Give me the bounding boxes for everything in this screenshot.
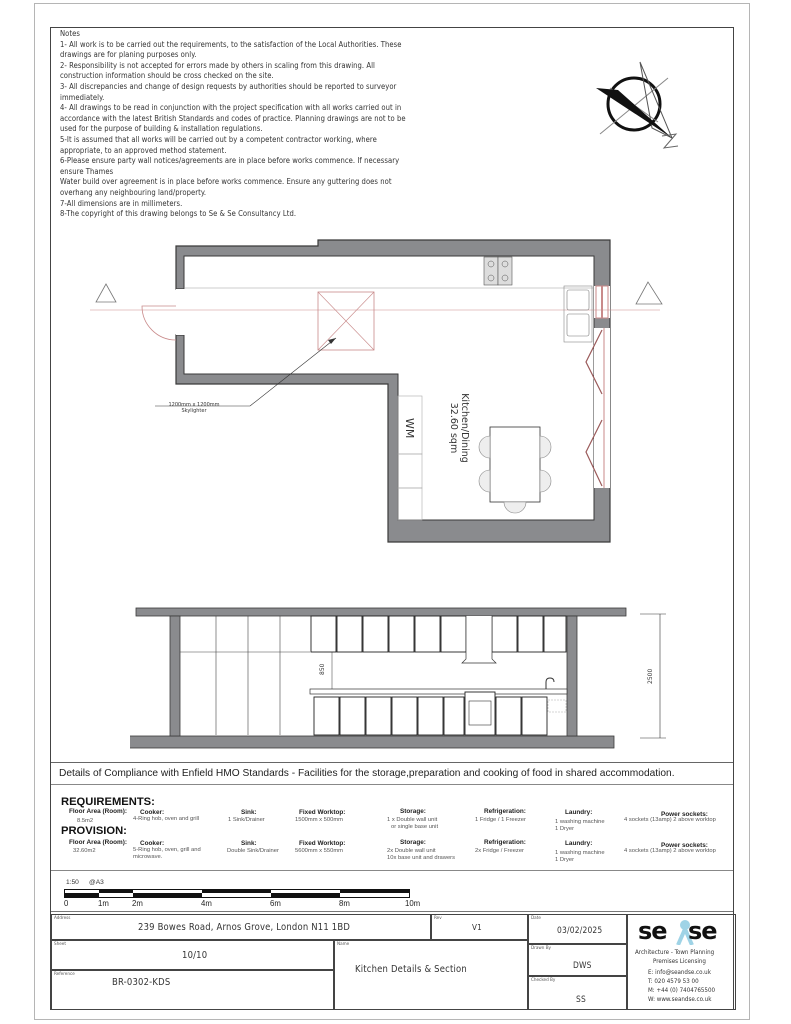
note-line: accordance with the latest British Standards and codes of practice. Planning drawings are not to be — [60, 113, 406, 123]
compliance-section — [51, 762, 733, 871]
sheet-value: 10/10 — [182, 950, 208, 961]
dim-worktop-gap: 850 — [319, 663, 326, 675]
rev-value: V1 — [472, 923, 482, 932]
notes-title: Notes — [60, 29, 80, 38]
note-line: 7-All dimensions are in millimeters. — [60, 198, 183, 208]
company-phone: T: 020 4579 53 00 — [648, 978, 699, 985]
logo-text-left: se — [638, 917, 667, 945]
req-laundry-2: 1 Dryer — [555, 826, 575, 832]
name-cell — [334, 940, 528, 1010]
req-laundry-1: 1 washing machine — [555, 819, 605, 825]
prov-sink: Double Sink/Drainer — [227, 848, 279, 854]
date-label: Date — [531, 916, 541, 921]
prov-laundry-1: 1 washing machine — [555, 850, 605, 856]
scale-bar — [51, 872, 733, 912]
drawing-name: Kitchen Details & Section — [355, 964, 467, 975]
company-mobile: M: +44 (0) 7404765500 — [648, 987, 716, 994]
room-name: Kitchen/Dining — [459, 393, 470, 463]
col-refrigeration: Refrigeration: — [484, 839, 526, 846]
reference-label: Reference — [54, 972, 75, 977]
room-area: 32.60 sqm — [448, 402, 459, 454]
note-line: used for the purpose of building & installation regulations. — [60, 124, 263, 134]
note-line: 3- All discrepancies and change of design requests by authorities should be reported to surveyor — [60, 81, 397, 91]
scale-tick: 6m — [270, 899, 281, 908]
sheet-label: Sheet — [54, 942, 66, 947]
note-line: 5-It is assumed that all works will be carried out by a competent contractor working, where — [60, 134, 377, 144]
col-cooker: Cooker: — [140, 840, 165, 847]
note-line: appropriate, to an approved method statement. — [60, 145, 227, 155]
col-storage: Storage: — [400, 808, 426, 815]
checked-by-cell — [528, 976, 627, 1010]
note-line: 2- Responsibility is not accepted for errors made by others in scaling from this drawing. All — [60, 60, 375, 70]
reference-value: BR-0302-KDS — [112, 977, 171, 988]
col-worktop: Fixed Worktop: — [299, 840, 346, 847]
company-cell — [627, 914, 736, 1010]
prov-cooker-2: microwave. — [133, 854, 163, 860]
prov-floor-area: 32.60m2 — [73, 848, 96, 854]
logo-text-right: se — [688, 917, 717, 945]
prov-storage-1: 2x Double wall unit — [387, 848, 436, 854]
requirements-title: REQUIREMENTS: — [61, 796, 155, 808]
note-line: overhang any neighbouring land/property. — [60, 187, 207, 197]
note-line: 1- All work is to be carried out the requirements, to the satisfaction of the Local Authorities. These — [60, 39, 402, 49]
scale-paper: @A3 — [89, 879, 104, 886]
col-power: Power sockets: — [661, 842, 708, 849]
req-sink: 1 Sink/Drainer — [228, 817, 265, 823]
note-line: Water build over agreement is in place before works commence. Ensure any guttering does not — [60, 177, 392, 187]
col-refrigeration: Refrigeration: — [484, 808, 526, 815]
prov-cooker-1: 5-Ring hob, oven, grill and — [133, 847, 201, 853]
room-name-label — [448, 380, 470, 476]
rev-cell — [431, 914, 528, 940]
provision-title: PROVISION: — [61, 825, 127, 837]
skylight-size: 1200mm x 1200mm — [168, 402, 220, 408]
prov-storage-2: 10x base unit and drawers — [387, 855, 455, 861]
col-power: Power sockets: — [661, 811, 708, 818]
checked-by-label: Checked By — [531, 978, 556, 983]
scale-tick: 8m — [339, 899, 350, 908]
req-floor-area: 8.5m2 — [77, 818, 94, 824]
company-web: W: www.seandse.co.uk — [648, 996, 712, 1003]
note-line: 8-The copyright of this drawing belongs to Se & Se Consultancy Ltd. — [60, 209, 297, 219]
col-laundry: Laundry: — [565, 840, 593, 847]
note-line: construction information should be cross checked on the site. — [60, 71, 274, 81]
prov-power: 4 sockets (13amp) 2 above worktop — [624, 848, 716, 854]
scale-tick: 1m — [98, 899, 109, 908]
compliance-heading: Details of Compliance with Enfield HMO Standards - Facilities for the storage,preparation and cooking of food in shared accommodation. — [59, 768, 675, 779]
scale-tick: 2m — [132, 899, 143, 908]
note-line: immediately. — [60, 92, 105, 102]
note-line: 6-Please ensure party wall notices/agreements are in place before works commence. If necessary — [60, 156, 400, 166]
reference-cell — [51, 970, 334, 1010]
company-tagline-2: Premises Licensing — [653, 958, 706, 965]
col-cooker: Cooker: — [140, 809, 165, 816]
skylight-name: Skylighter — [181, 408, 207, 414]
date-value: 03/02/2025 — [557, 925, 603, 935]
date-cell — [528, 914, 627, 944]
title-block — [51, 914, 734, 1010]
req-power: 4 sockets (13amp) 2 above worktop — [624, 817, 716, 823]
prov-laundry-2: 1 Dryer — [555, 857, 575, 863]
checked-by-value: SS — [576, 994, 586, 1004]
dim-height: 2500 — [647, 668, 654, 684]
scale-tick: 10m — [405, 899, 421, 908]
wm-label: WM — [403, 418, 416, 439]
scale-tick: 4m — [201, 899, 212, 908]
skylight-size-label — [154, 402, 234, 414]
col-worktop: Fixed Worktop: — [299, 809, 346, 816]
note-line: 4- All drawings to be read in conjunction with the project specification with all works carried out in — [60, 103, 402, 113]
drawn-by-label: Drawn By — [531, 946, 552, 951]
scale-tick: 0 — [64, 899, 69, 908]
company-tagline-1: Architecture - Town Planning — [635, 949, 715, 956]
north-arrow-icon — [592, 58, 682, 168]
sheet-cell — [51, 940, 334, 970]
address-label: Address — [54, 916, 71, 921]
company-logo — [638, 917, 730, 947]
req-worktop: 1500mm x 500mm — [295, 817, 344, 823]
col-sink: Sink: — [241, 809, 257, 816]
req-storage-1: 1 x Double wall unit — [387, 817, 438, 823]
col-laundry: Laundry: — [565, 809, 593, 816]
col-floor-area: Floor Area (Room): — [69, 839, 127, 846]
note-line: ensure Thames — [60, 166, 114, 176]
rev-label: Rev — [434, 916, 442, 921]
drawn-by-cell — [528, 944, 627, 976]
drawn-by-value: DWS — [573, 960, 592, 970]
kitchen-elevation — [130, 600, 690, 750]
note-line: drawings are for planing purposes only. — [60, 50, 197, 60]
col-floor-area: Floor Area (Room): — [69, 808, 127, 815]
floor-plan — [90, 230, 680, 560]
scale-ratio: 1:50 — [66, 879, 79, 886]
req-storage-2: or single base unit — [391, 824, 439, 830]
divider — [51, 784, 733, 785]
prov-worktop: 5600mm x 550mm — [295, 848, 344, 854]
address-cell — [51, 914, 431, 940]
req-refrigeration: 1 Fridge / 1 Freezer — [475, 817, 526, 823]
col-storage: Storage: — [400, 839, 426, 846]
company-email: E: info@seandse.co.uk — [648, 969, 711, 976]
notes-block — [60, 29, 490, 220]
col-sink: Sink: — [241, 840, 257, 847]
name-label: Name — [337, 942, 350, 947]
req-cooker: 4-Ring hob, oven and grill — [133, 816, 200, 822]
scale-bar-graphic — [64, 889, 412, 899]
address-value: 239 Bowes Road, Arnos Grove, London N11 1BD — [138, 922, 351, 933]
prov-refrigeration: 2x Fridge / Freezer — [475, 848, 524, 854]
